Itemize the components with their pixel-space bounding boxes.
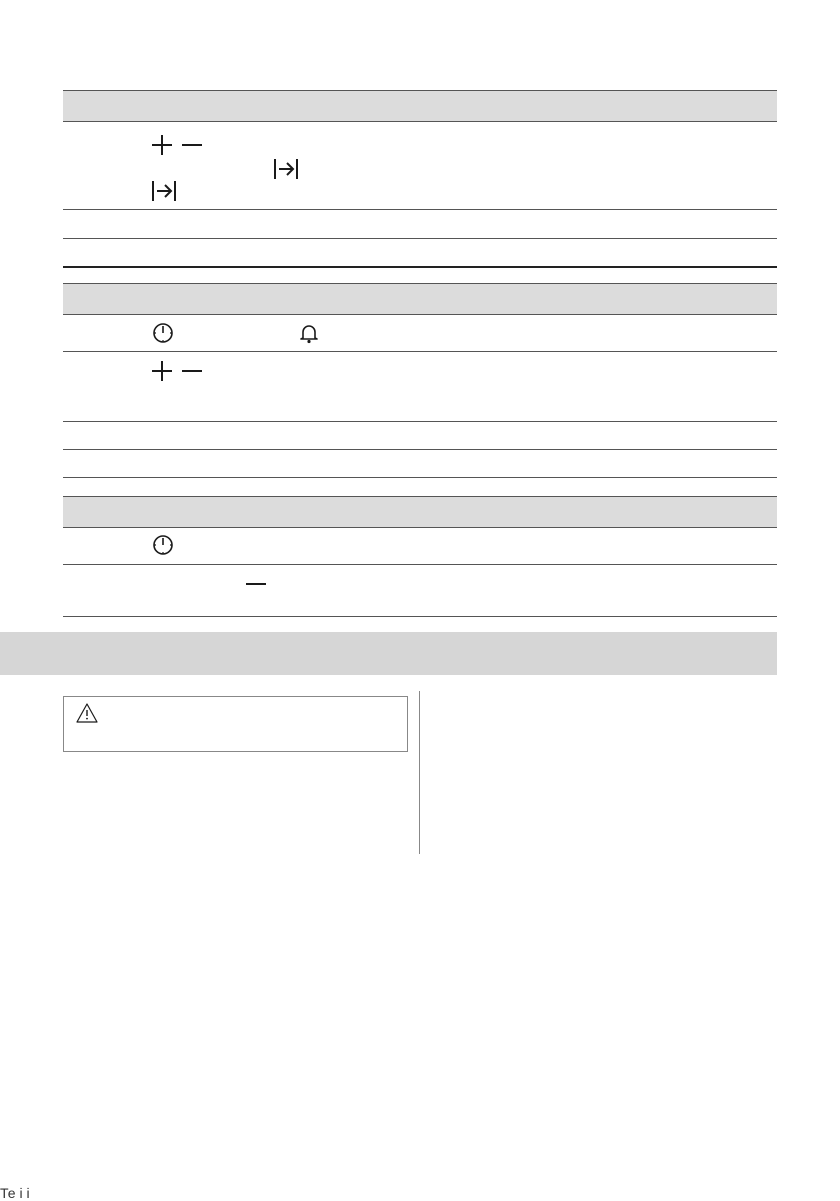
clock-icon	[152, 322, 174, 344]
arrow-end-icon	[273, 158, 299, 180]
column-divider	[419, 691, 420, 854]
table-row	[63, 422, 777, 450]
warning-icon	[76, 703, 98, 723]
minus-icon	[181, 360, 203, 382]
table-3-header	[63, 496, 777, 528]
table-row	[63, 210, 777, 239]
table-2	[63, 283, 777, 478]
warning-box	[63, 696, 408, 752]
table-row	[63, 239, 777, 268]
arrow-end-icon	[151, 180, 177, 202]
table-2-header	[63, 283, 777, 315]
table-row	[63, 352, 777, 422]
section-heading-bar	[0, 632, 777, 675]
table-row	[63, 122, 777, 210]
plus-icon	[151, 134, 173, 156]
plus-icon	[151, 360, 173, 382]
table-row	[63, 450, 777, 478]
minus-icon	[181, 134, 203, 156]
table-3	[63, 496, 777, 617]
table-row	[63, 315, 777, 352]
table-row	[63, 528, 777, 565]
minus-icon	[245, 573, 267, 595]
table-1	[63, 90, 777, 268]
clock-icon	[152, 534, 174, 556]
table-1-header	[63, 90, 777, 122]
table-row	[63, 565, 777, 617]
bell-icon	[299, 322, 319, 344]
clipped-footer-text: Те і і	[0, 1185, 30, 1201]
